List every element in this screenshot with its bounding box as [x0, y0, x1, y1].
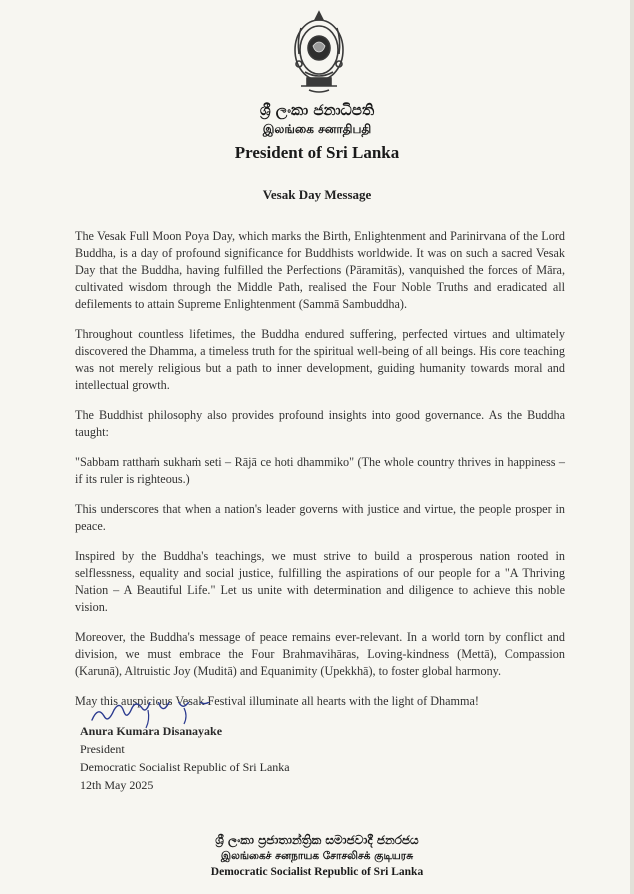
signatory-name: Anura Kumara Disanayake — [80, 724, 223, 738]
signatory-organization: Democratic Socialist Republic of Sri Lanka — [80, 760, 290, 774]
national-emblem-icon — [287, 8, 351, 94]
paragraph: This underscores that when a nation's leader governs with justice and virtue, the people prosper in peace. — [75, 502, 565, 533]
footer-sinhala: ශ්‍රී ලංකා ප්‍රජාතාන්ත්‍රික සමාජවාදී ජනරජය — [215, 833, 419, 847]
paragraph: The Vesak Full Moon Poya Day, which marks the Birth, Enlightenment and Parinirvana of the Lord Buddha, is a day of profound significance for Buddhists worldwide. It was on such a sacred Vesak Day that the Buddha, having fulfilled the Perfections (Pāramitās), vanquished the forces of Māra, cultivated wisdom through the Middle Path, realised the Four Noble Truths and eradicated all defilements to attain Supreme Enlightenment (Sammā Sambuddha). — [75, 229, 565, 311]
message-body — [75, 228, 565, 723]
letterhead-tamil: இலங்கை சனாதிபதி — [262, 122, 372, 136]
letterhead-sinhala: ශ්‍රී ලංකා ජනාධිපති — [259, 101, 375, 119]
paragraph: The Buddhist philosophy also provides profound insights into good governance. As the Buddha taught: — [75, 408, 565, 439]
quote-paragraph: "Sabbam ratthaṁ sukhaṁ seti – Rājā ce hoti dhammiko" (The whole country thrives in happiness – if its ruler is righteous.) — [75, 455, 565, 486]
paragraph: May this auspicious Vesak Festival illuminate all hearts with the light of Dhamma! — [75, 694, 479, 708]
footer-tamil: இலங்கைச் சனநாயக சோசலிசக் குடியரசு — [220, 850, 414, 862]
signature-block — [80, 722, 290, 794]
letterhead-english: President of Sri Lanka — [234, 143, 400, 162]
page-edge-shadow — [630, 0, 634, 894]
signatory-position: President — [80, 742, 125, 756]
footer-english: Democratic Socialist Republic of Sri Lanka — [210, 866, 424, 878]
paragraph: Moreover, the Buddha's message of peace remains ever-relevant. In a world torn by conflict and division, we must embrace the Four Brahmavihāras, Loving-kindness (Mettā), Compassion (Karunā), Altruistic Joy (Muditā) and Equanimity (Upekkhā), to foster global harmony. — [75, 630, 565, 678]
letter-date: 12th May 2025 — [80, 778, 154, 792]
paragraph: Throughout countless lifetimes, the Buddha endured suffering, perfected virtues and ultimately discovered the Dhamma, a timeless truth for the spiritual well-being of all beings. His core teaching was not merely religious but a path to inner development, guiding humanity towards moral and intellectual growth. — [75, 327, 565, 392]
paragraph: Inspired by the Buddha's teachings, we must strive to build a prosperous nation rooted in selflessness, equality and social justice, fulfilling the aspirations of our people for a "A Thriving Nation – A Beautiful Life." Let us unite with determination and diligence to achieve this noble vision. — [75, 549, 565, 614]
document-title: Vesak Day Message — [262, 187, 372, 202]
